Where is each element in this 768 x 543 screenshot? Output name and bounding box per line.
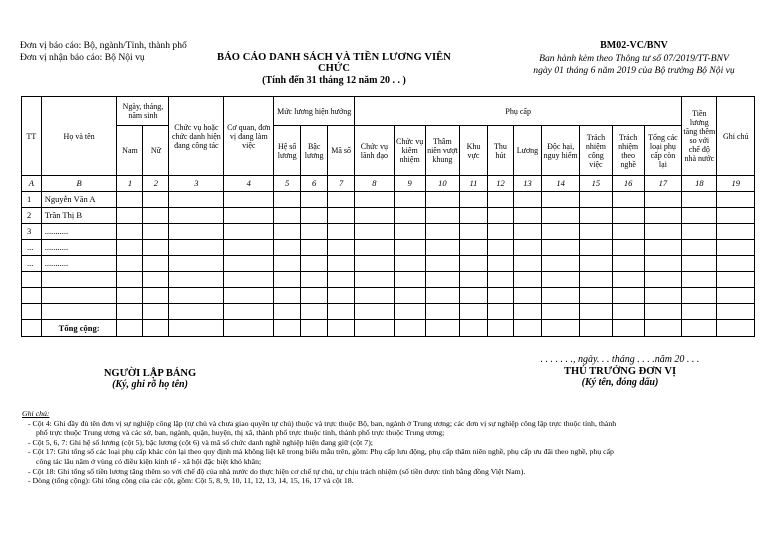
table-cell	[394, 208, 425, 224]
table-cell	[717, 192, 755, 208]
index-cell: 16	[612, 176, 644, 192]
row-name-cell	[41, 304, 117, 320]
table-cell	[224, 272, 274, 288]
table-cell	[328, 192, 355, 208]
table-cell	[425, 304, 459, 320]
index-cell: 19	[717, 176, 755, 192]
date-line: . . . . . . ., ngày. . . tháng . . . .năm 20 . . .	[540, 354, 700, 365]
head-title: THỦ TRƯỞNG ĐƠN VỊ	[563, 366, 677, 377]
table-cell	[644, 272, 681, 288]
table-cell	[143, 208, 169, 224]
table-cell	[328, 272, 355, 288]
report-units	[20, 40, 187, 64]
table-cell	[301, 224, 328, 240]
table-cell	[717, 208, 755, 224]
index-cell: A	[22, 176, 42, 192]
table-cell	[425, 272, 459, 288]
table-cell	[394, 240, 425, 256]
table-row	[22, 288, 755, 304]
index-cell: B	[41, 176, 117, 192]
report-title-block	[200, 52, 468, 86]
table-cell	[355, 192, 394, 208]
col-grade-header: Bậc lương	[301, 126, 328, 176]
issued-line-2: ngày 01 tháng 6 năm 2019 của Bộ trưởng Bộ Nội vụ	[533, 65, 735, 76]
index-row	[22, 176, 755, 192]
index-cell: 3	[169, 176, 224, 192]
table-cell	[580, 240, 612, 256]
table-cell	[143, 256, 169, 272]
row-name-cell	[41, 272, 117, 288]
note-line: phố trực thuộc Trung ương và các sở, ban, ngành, quận, huyện, thị xã, thành phố trực thuộc tỉnh, thành phố trực thuộc Trung ương;	[36, 428, 445, 438]
head-instruction: (Ký tên, đóng dấu)	[581, 377, 659, 388]
table-cell	[117, 208, 143, 224]
table-cell	[717, 240, 755, 256]
index-cell: 4	[224, 176, 274, 192]
preparer-instruction: (Ký, ghi rõ họ tên)	[112, 379, 188, 390]
table-cell	[301, 272, 328, 288]
table-cell	[488, 192, 514, 208]
table-cell	[394, 288, 425, 304]
table-cell	[169, 208, 224, 224]
table-cell	[224, 256, 274, 272]
table-cell	[117, 240, 143, 256]
index-cell: 2	[143, 176, 169, 192]
table-cell	[328, 208, 355, 224]
report-title: BÁO CÁO DANH SÁCH VÀ TIỀN LƯƠNG VIÊN CHỨC	[217, 52, 451, 74]
col-leadership-header: Chức vụ lãnh đạo	[355, 126, 394, 176]
salary-table	[21, 96, 755, 337]
table-cell	[612, 256, 644, 272]
table-cell	[117, 256, 143, 272]
table-cell	[612, 240, 644, 256]
row-tt-cell: ...	[22, 256, 42, 272]
table-cell	[644, 256, 681, 272]
col-hazard-header: Độc hại, nguy hiểm	[541, 126, 579, 176]
table-cell	[143, 192, 169, 208]
table-cell	[169, 272, 224, 288]
table-cell	[580, 288, 612, 304]
preparer-title: NGƯỜI LẬP BẢNG	[103, 368, 197, 379]
table-cell	[459, 288, 487, 304]
index-cell: 8	[355, 176, 394, 192]
table-cell	[117, 224, 143, 240]
row-tt-cell	[22, 304, 42, 320]
index-cell: 12	[488, 176, 514, 192]
note-line: - Dòng (tổng cộng): Ghi tổng cộng của các cột, gồm: Cột 5, 8, 9, 10, 11, 12, 13, 14, 15, 16, 17 và cột 18.	[28, 476, 354, 486]
table-cell	[169, 192, 224, 208]
table-cell	[143, 304, 169, 320]
row-name-cell: ...........	[41, 256, 117, 272]
table-cell	[459, 208, 487, 224]
table-cell	[612, 272, 644, 288]
table-cell	[224, 304, 274, 320]
table-cell	[682, 272, 717, 288]
table-cell	[717, 304, 755, 320]
head-signature	[500, 354, 740, 388]
total-tt-cell	[22, 320, 42, 337]
table-cell	[143, 224, 169, 240]
table-cell	[274, 208, 301, 224]
row-name-cell: Nguyễn Văn A	[41, 192, 117, 208]
index-cell: 14	[541, 176, 579, 192]
note-line: công tác lâu năm ở vùng có điều kiện kinh tế - xã hội đặc biệt khó khăn;	[36, 456, 262, 466]
table-cell	[541, 288, 579, 304]
table-cell	[355, 208, 394, 224]
table-cell	[425, 208, 459, 224]
table-cell	[612, 208, 644, 224]
col-salary-header: Lương	[513, 126, 541, 176]
note-line: - Cột 17: Ghi tổng số các loại phụ cấp khác còn lại theo quy định mà không liệt kê trong biểu mẫu trên, gồm: Phụ cấp lưu động, phụ cấp thâm niên nghề, phụ cấp ưu đãi theo nghề, phụ cấp	[28, 447, 614, 457]
reporting-unit: Đơn vị báo cáo: Bộ, ngành/Tỉnh, thành phố	[20, 40, 187, 51]
table-cell	[169, 240, 224, 256]
col-responsibility-header: Trách nhiệm công việc	[580, 126, 612, 176]
row-name-cell: ...........	[41, 240, 117, 256]
index-cell: 13	[513, 176, 541, 192]
table-cell	[541, 240, 579, 256]
table-cell	[355, 304, 394, 320]
table-cell	[301, 208, 328, 224]
note-line: - Cột 18: Ghi tổng số tiền lương tăng thêm so với chế độ của nhà nước do thực hiện cơ chế tự chủ, tự chịu trách nhiệm (số tiền được tính bằng đồng Việt Nam).	[28, 466, 526, 476]
header-row-2	[22, 126, 755, 176]
table-row	[22, 240, 755, 256]
table-cell	[612, 224, 644, 240]
table-cell	[459, 272, 487, 288]
index-cell: 9	[394, 176, 425, 192]
col-coef-header: Hệ số lương	[274, 126, 301, 176]
table-cell	[328, 240, 355, 256]
table-cell	[682, 240, 717, 256]
table-cell	[425, 192, 459, 208]
table-cell	[541, 224, 579, 240]
table-cell	[355, 224, 394, 240]
col-seniority-header: Thâm niên vượt khung	[425, 126, 459, 176]
table-cell	[117, 192, 143, 208]
row-name-cell: Trần Thị B	[41, 208, 117, 224]
table-cell	[644, 304, 681, 320]
table-cell	[394, 256, 425, 272]
col-concurrent-header: Chức vụ kiêm nhiệm	[394, 126, 425, 176]
form-info	[508, 40, 760, 78]
table-cell	[644, 288, 681, 304]
table-cell	[169, 288, 224, 304]
table-cell	[169, 304, 224, 320]
table-cell	[488, 288, 514, 304]
note-line: - Cột 5, 6, 7: Ghi hệ số lương (cột 5), bậc lương (cột 6) và mã số chức danh nghề nghiệp hiện đang giữ (cột 7);	[28, 437, 373, 447]
table-cell	[224, 192, 274, 208]
row-tt-cell: 2	[22, 208, 42, 224]
col-name-header: Họ và tên	[41, 97, 117, 176]
receiving-unit: Đơn vị nhận báo cáo: Bộ Nội vụ	[20, 52, 145, 63]
table-cell	[513, 208, 541, 224]
col-note-header: Ghi chú	[717, 97, 755, 176]
table-cell	[717, 224, 755, 240]
table-cell	[513, 192, 541, 208]
preparer-signature	[70, 368, 230, 390]
col-dob-header: Ngày, tháng, năm sinh	[117, 97, 169, 126]
index-cell: 1	[117, 176, 143, 192]
table-cell	[682, 192, 717, 208]
table-cell	[488, 240, 514, 256]
col-allowance-group-header: Phụ cấp	[355, 97, 682, 126]
table-row	[22, 272, 755, 288]
table-cell	[717, 272, 755, 288]
notes-title: Ghi chú:	[22, 409, 50, 418]
table-cell	[513, 272, 541, 288]
row-tt-cell: 1	[22, 192, 42, 208]
col-salary-group-header: Mức lương hiện hưởng	[274, 97, 355, 126]
index-cell: 10	[425, 176, 459, 192]
col-attraction-header: Thu hút	[488, 126, 514, 176]
table-cell	[644, 208, 681, 224]
index-cell: 18	[682, 176, 717, 192]
table-cell	[682, 208, 717, 224]
col-professional-header: Trách nhiệm theo nghề	[612, 126, 644, 176]
index-cell: 7	[328, 176, 355, 192]
row-tt-cell: ...	[22, 240, 42, 256]
table-cell	[394, 272, 425, 288]
table-cell	[541, 272, 579, 288]
table-cell	[394, 192, 425, 208]
table-cell	[355, 240, 394, 256]
table-cell	[328, 224, 355, 240]
table-cell	[580, 208, 612, 224]
table-cell	[328, 256, 355, 272]
table-cell	[425, 240, 459, 256]
notes-section	[22, 409, 758, 486]
table-cell	[274, 272, 301, 288]
table-cell	[143, 272, 169, 288]
table-cell	[459, 192, 487, 208]
table-cell	[274, 240, 301, 256]
table-cell	[580, 224, 612, 240]
col-code-header: Mã số	[328, 126, 355, 176]
table-cell	[328, 304, 355, 320]
index-cell: 17	[644, 176, 681, 192]
table-cell	[459, 256, 487, 272]
table-cell	[513, 288, 541, 304]
col-position-header: Chức vụ hoặc chức danh hiện đang công tác	[169, 97, 224, 176]
table-cell	[580, 192, 612, 208]
table-cell	[355, 288, 394, 304]
table-cell	[513, 304, 541, 320]
table-cell	[541, 256, 579, 272]
table-cell	[513, 224, 541, 240]
note-line: - Cột 4: Ghi đầy đủ tên đơn vị sự nghiệp công lập (tự chủ và chưa giao quyền tự chủ) thuộc và trực thuộc Bộ, ban, ngành ở Trung ương; các đơn vị sự nghiệp công lập trực thuộc tỉnh, thành	[28, 418, 617, 428]
header-row-1	[22, 97, 755, 126]
table-cell	[488, 208, 514, 224]
table-cell	[612, 288, 644, 304]
table-cell	[224, 240, 274, 256]
report-subtitle: (Tính đến 31 tháng 12 năm 20 . . )	[262, 75, 406, 86]
table-cell	[169, 224, 224, 240]
table-cell	[425, 256, 459, 272]
total-label: Tổng cộng:	[41, 320, 117, 337]
row-name-cell	[41, 288, 117, 304]
table-cell	[224, 208, 274, 224]
row-tt-cell: 3	[22, 224, 42, 240]
table-cell	[224, 288, 274, 304]
table-cell	[301, 288, 328, 304]
index-cell: 5	[274, 176, 301, 192]
table-cell	[488, 272, 514, 288]
col-total-other-header: Tổng các loại phụ cấp còn lại	[644, 126, 681, 176]
table-cell	[513, 240, 541, 256]
table-cell	[301, 304, 328, 320]
table-cell	[274, 256, 301, 272]
table-cell	[301, 256, 328, 272]
col-tt-header: TT	[22, 97, 42, 176]
table-cell	[644, 192, 681, 208]
table-cell	[117, 288, 143, 304]
table-cell	[355, 272, 394, 288]
issued-line-1: Ban hành kèm theo Thông tư số 07/2019/TT-BNV	[539, 52, 729, 64]
table-cell	[425, 224, 459, 240]
table-cell	[328, 288, 355, 304]
table-cell	[580, 272, 612, 288]
table-cell	[682, 224, 717, 240]
col-agency-header: Cơ quan, đơn vị đang làm việc	[224, 97, 274, 176]
row-tt-cell	[22, 272, 42, 288]
table-cell	[301, 192, 328, 208]
table-cell	[117, 272, 143, 288]
table-cell	[488, 256, 514, 272]
table-cell	[717, 288, 755, 304]
table-row	[22, 192, 755, 208]
table-cell	[488, 304, 514, 320]
table-cell	[143, 240, 169, 256]
table-cell	[513, 256, 541, 272]
table-cell	[459, 224, 487, 240]
col-region-header: Khu vực	[459, 126, 487, 176]
table-cell	[274, 224, 301, 240]
table-cell	[459, 304, 487, 320]
table-cell	[541, 192, 579, 208]
table-cell	[612, 192, 644, 208]
col-increase-header: Tiền lương tăng thêm so với chế độ nhà nước	[682, 97, 717, 176]
index-cell: 6	[301, 176, 328, 192]
table-cell	[682, 288, 717, 304]
table-cell	[394, 224, 425, 240]
table-row	[22, 224, 755, 240]
col-female-header: Nữ	[143, 126, 169, 176]
table-cell	[274, 288, 301, 304]
table-cell	[394, 304, 425, 320]
table-cell	[682, 256, 717, 272]
table-cell	[425, 288, 459, 304]
table-cell	[274, 192, 301, 208]
table-cell	[143, 288, 169, 304]
table-cell	[488, 224, 514, 240]
table-cell	[612, 304, 644, 320]
row-tt-cell	[22, 288, 42, 304]
table-cell	[644, 240, 681, 256]
index-cell: 11	[459, 176, 487, 192]
table-row	[22, 304, 755, 320]
table-cell	[541, 304, 579, 320]
table-cell	[580, 304, 612, 320]
row-name-cell: ...........	[41, 224, 117, 240]
table-row	[22, 208, 755, 224]
index-cell: 15	[580, 176, 612, 192]
table-cell	[224, 224, 274, 240]
table-row	[22, 256, 755, 272]
table-cell	[682, 304, 717, 320]
table-cell	[169, 256, 224, 272]
col-male-header: Nam	[117, 126, 143, 176]
table-cell	[301, 240, 328, 256]
table-cell	[580, 256, 612, 272]
table-cell	[274, 304, 301, 320]
table-cell	[541, 208, 579, 224]
table-cell	[644, 224, 681, 240]
table-cell	[459, 240, 487, 256]
table-cell	[117, 304, 143, 320]
table-cell	[717, 256, 755, 272]
table-cell	[355, 256, 394, 272]
form-code: BM02-VC/BNV	[600, 40, 668, 51]
total-row	[22, 320, 755, 337]
